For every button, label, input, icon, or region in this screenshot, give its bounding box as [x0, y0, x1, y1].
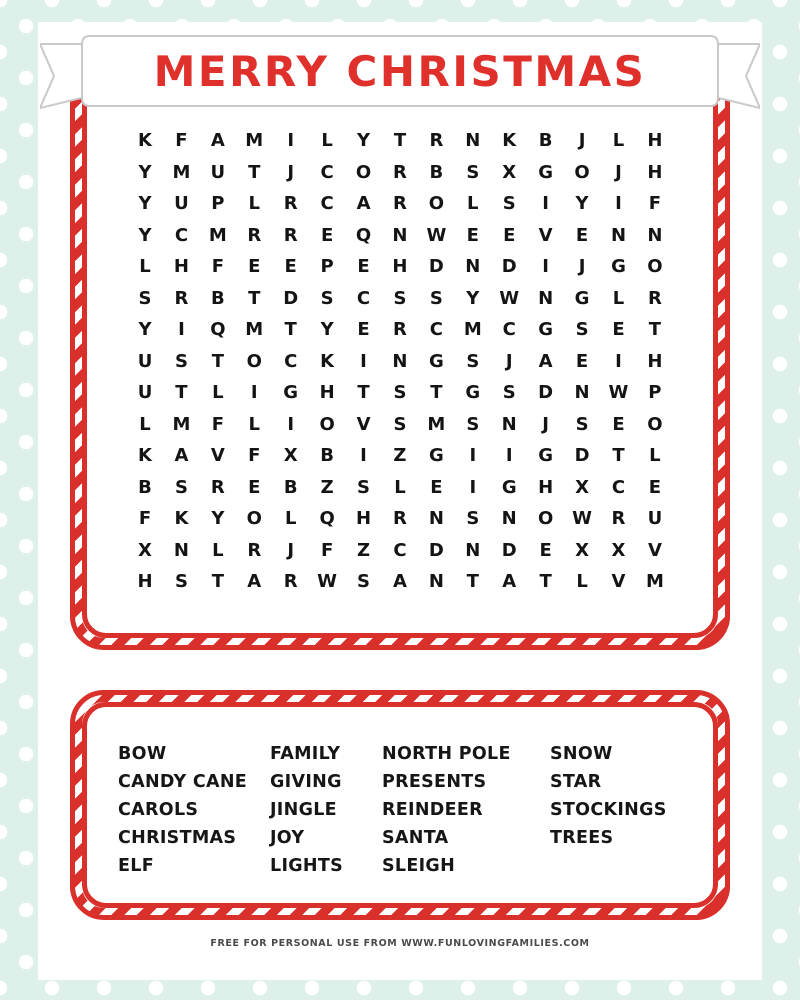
grid-cell: D	[501, 256, 517, 278]
grid-cell: J	[542, 413, 549, 435]
grid-cell: F	[211, 256, 224, 278]
grid-cell: F	[648, 193, 662, 215]
grid-cell: S	[174, 476, 188, 498]
grid-cell: G	[428, 445, 444, 467]
grid-row	[130, 283, 670, 315]
grid-cell: U	[174, 193, 189, 215]
grid-cell: D	[501, 539, 517, 561]
grid-cell: L	[139, 256, 151, 278]
grid-cell: G	[465, 382, 481, 404]
grid-cell: S	[320, 287, 334, 309]
grid-cell: M	[245, 319, 264, 341]
grid-cell: I	[287, 130, 295, 152]
grid-row	[130, 566, 670, 598]
grid-cell: Y	[575, 193, 589, 215]
word-search-grid	[130, 125, 670, 598]
word-list-item: CHRISTMAS	[118, 828, 237, 848]
grid-cell: V	[647, 539, 662, 561]
grid-cell: L	[612, 130, 625, 152]
grid-cell: U	[210, 161, 226, 183]
grid-cell: J	[615, 161, 622, 183]
grid-cell: H	[538, 476, 554, 498]
grid-cell: V	[210, 445, 225, 467]
grid-cell: R	[247, 224, 262, 246]
grid-cell: I	[542, 193, 549, 215]
grid-cell: P	[648, 382, 662, 404]
grid-cell: Y	[138, 224, 152, 246]
grid-cell: I	[615, 193, 622, 215]
grid-cell: C	[320, 193, 334, 215]
grid-cell: E	[612, 413, 625, 435]
grid-cell: Z	[320, 476, 334, 498]
grid-cell: O	[574, 161, 590, 183]
grid-cell: U	[647, 508, 663, 530]
grid-cell: N	[465, 256, 481, 278]
grid-cell: W	[499, 287, 520, 309]
word-list-item: REINDEER	[382, 800, 483, 820]
word-list-item: STOCKINGS	[550, 800, 667, 820]
grid-cell: D	[428, 256, 444, 278]
word-list-item: GIVING	[270, 772, 342, 792]
grid-cell: E	[466, 224, 479, 246]
grid-row	[130, 125, 670, 157]
grid-cell: B	[283, 476, 298, 498]
grid-cell: S	[174, 350, 188, 372]
grid-cell: L	[321, 130, 333, 152]
grid-cell: Y	[466, 287, 480, 309]
grid-cell: N	[465, 130, 481, 152]
grid-cell: B	[429, 161, 444, 183]
grid-row	[130, 535, 670, 567]
banner-title-text: MERRY CHRISTMAS	[153, 46, 647, 96]
grid-cell: N	[465, 539, 481, 561]
grid-cell: N	[574, 382, 590, 404]
grid-cell: K	[138, 130, 152, 152]
grid-cell: U	[137, 350, 153, 372]
grid-cell: N	[173, 539, 189, 561]
grid-cell: L	[284, 508, 297, 530]
word-list-item: CANDY CANE	[118, 772, 248, 792]
grid-cell: N	[647, 224, 663, 246]
word-list-column	[118, 742, 270, 878]
grid-cell: U	[137, 382, 153, 404]
word-list-item: TREES	[550, 828, 614, 848]
grid-cell: T	[612, 445, 625, 467]
grid-cell: K	[174, 508, 189, 530]
grid-cell: R	[283, 224, 298, 246]
grid-cell: R	[611, 508, 626, 530]
grid-cell: A	[356, 193, 371, 215]
grid-cell: Y	[138, 319, 152, 341]
grid-row	[130, 220, 670, 252]
grid-cell: C	[393, 539, 407, 561]
grid-cell: A	[174, 445, 189, 467]
grid-cell: J	[287, 161, 295, 183]
grid-cell: R	[647, 287, 662, 309]
grid-cell: O	[428, 193, 445, 215]
grid-cell: J	[578, 130, 586, 152]
word-list-column	[270, 742, 382, 878]
grid-cell: N	[538, 287, 554, 309]
grid-cell: I	[542, 256, 549, 278]
grid-cell: N	[428, 571, 444, 593]
grid-cell: D	[428, 539, 444, 561]
grid-cell: Y	[320, 319, 334, 341]
grid-cell: H	[355, 508, 372, 530]
grid-cell: E	[320, 224, 334, 246]
grid-cell: A	[538, 350, 553, 372]
grid-cell: L	[248, 413, 260, 435]
grid-cell: E	[248, 476, 261, 498]
grid-cell: G	[538, 161, 554, 183]
grid-cell: I	[360, 445, 367, 467]
grid-cell: C	[174, 224, 189, 246]
grid-cell: L	[212, 539, 224, 561]
grid-row	[130, 157, 670, 189]
grid-cell: Y	[357, 130, 371, 152]
grid-row	[130, 188, 670, 220]
grid-cell: A	[247, 571, 262, 593]
word-list-item: LIGHTS	[270, 856, 344, 876]
grid-cell: V	[611, 571, 626, 593]
grid-cell: B	[138, 476, 152, 498]
grid-cell: V	[538, 224, 553, 246]
grid-cell: T	[430, 382, 443, 404]
grid-cell: P	[211, 193, 225, 215]
grid-cell: L	[612, 287, 625, 309]
grid-cell: M	[645, 571, 664, 593]
grid-cell: T	[175, 382, 188, 404]
grid-cell: E	[648, 476, 662, 498]
grid-cell: R	[247, 539, 262, 561]
grid-cell: R	[210, 476, 225, 498]
grid-cell: T	[357, 382, 370, 404]
grid-cell: D	[283, 287, 299, 309]
grid-cell: C	[284, 350, 298, 372]
grid-cell: B	[320, 445, 334, 467]
grid-cell: C	[356, 287, 371, 309]
word-list-item: STAR	[550, 772, 602, 792]
word-list-item: SNOW	[550, 744, 613, 764]
grid-row	[130, 409, 670, 441]
grid-cell: T	[466, 571, 479, 593]
grid-cell: S	[466, 161, 480, 183]
grid-cell: V	[356, 413, 371, 435]
grid-cell: A	[392, 571, 407, 593]
grid-cell: Y	[138, 161, 152, 183]
grid-cell: I	[250, 382, 258, 404]
grid-cell: I	[178, 319, 185, 341]
grid-cell: C	[320, 161, 334, 183]
grid-cell: E	[539, 539, 552, 561]
grid-cell: H	[173, 256, 189, 278]
grid-cell: H	[647, 350, 663, 372]
grid-cell: H	[647, 130, 663, 152]
grid-cell: S	[393, 382, 407, 404]
grid-cell: O	[355, 161, 372, 183]
grid-cell: O	[246, 508, 262, 530]
grid-cell: K	[502, 130, 517, 152]
grid-cell: P	[320, 256, 334, 278]
grid-cell: S	[502, 193, 516, 215]
word-list-item: SLEIGH	[382, 856, 456, 876]
grid-cell: W	[608, 382, 629, 404]
grid-cell: O	[246, 350, 262, 372]
grid-cell: L	[248, 193, 260, 215]
grid-cell: B	[210, 287, 225, 309]
grid-cell: C	[429, 319, 443, 341]
grid-cell: E	[612, 319, 625, 341]
word-list-item: PRESENTS	[382, 772, 487, 792]
grid-cell: Q	[355, 224, 372, 246]
grid-cell: I	[469, 445, 477, 467]
grid-cell: M	[208, 224, 227, 246]
grid-cell: R	[393, 319, 407, 341]
grid-cell: X	[283, 445, 298, 467]
grid-cell: J	[505, 350, 513, 372]
grid-cell: I	[615, 350, 622, 372]
grid-cell: T	[393, 130, 407, 152]
grid-cell: X	[575, 476, 589, 498]
word-list-item: FAMILY	[270, 744, 341, 764]
grid-cell: Z	[393, 445, 407, 467]
grid-cell: N	[392, 224, 408, 246]
grid-cell: T	[648, 319, 662, 341]
grid-cell: K	[138, 445, 152, 467]
grid-cell: R	[429, 130, 444, 152]
grid-cell: F	[138, 508, 152, 530]
grid-cell: M	[427, 413, 446, 435]
grid-cell: D	[538, 382, 554, 404]
grid-cell: I	[505, 445, 513, 467]
grid-cell: R	[174, 287, 189, 309]
grid-cell: S	[357, 571, 371, 593]
word-list-item: JINGLE	[270, 800, 337, 820]
grid-cell: R	[393, 161, 407, 183]
grid-cell: N	[501, 413, 517, 435]
grid-cell: S	[575, 413, 589, 435]
grid-cell: T	[211, 350, 224, 372]
grid-cell: M	[245, 130, 264, 152]
grid-cell: I	[287, 413, 295, 435]
grid-cell: S	[502, 382, 516, 404]
word-list-item: BOW	[118, 744, 167, 764]
grid-cell: T	[248, 287, 261, 309]
word-list-item: CAROLS	[118, 800, 199, 820]
grid-cell: Y	[138, 193, 152, 215]
grid-cell: M	[172, 413, 191, 435]
word-list-item: JOY	[270, 828, 305, 848]
grid-row	[130, 346, 670, 378]
grid-cell: H	[137, 571, 153, 593]
grid-cell: E	[575, 224, 589, 246]
grid-cell: H	[392, 256, 408, 278]
grid-cell: W	[426, 224, 447, 246]
grid-cell: L	[394, 476, 406, 498]
word-list-item: ELF	[118, 856, 154, 876]
grid-cell: L	[212, 382, 224, 404]
grid-cell: B	[538, 130, 553, 152]
word-list-column	[382, 742, 550, 878]
grid-cell: T	[284, 319, 297, 341]
word-list-item: NORTH POLE	[382, 744, 511, 764]
grid-cell: M	[463, 319, 482, 341]
grid-row	[130, 472, 670, 504]
grid-cell: G	[538, 445, 554, 467]
grid-cell: I	[469, 476, 477, 498]
grid-cell: N	[428, 508, 444, 530]
grid-cell: H	[647, 161, 663, 183]
grid-cell: W	[572, 508, 592, 530]
grid-cell: O	[647, 413, 663, 435]
grid-cell: O	[537, 508, 554, 530]
grid-cell: F	[175, 130, 188, 152]
grid-cell: N	[501, 508, 517, 530]
grid-cell: S	[393, 413, 407, 435]
word-list	[118, 742, 688, 878]
grid-cell: M	[172, 161, 191, 183]
grid-cell: G	[611, 256, 626, 278]
grid-row	[130, 503, 670, 535]
word-list-item: SANTA	[382, 828, 449, 848]
grid-cell: E	[430, 476, 443, 498]
grid-cell: C	[611, 476, 626, 498]
grid-row	[130, 251, 670, 283]
grid-cell: H	[319, 382, 335, 404]
grid-cell: L	[467, 193, 479, 215]
grid-cell: G	[574, 287, 590, 309]
grid-cell: F	[320, 539, 334, 561]
grid-cell: W	[317, 571, 338, 593]
grid-cell: S	[575, 319, 589, 341]
grid-cell: X	[575, 539, 589, 561]
grid-cell: E	[357, 319, 370, 341]
grid-cell: E	[248, 256, 261, 278]
grid-cell: R	[393, 193, 407, 215]
grid-cell: S	[466, 350, 480, 372]
grid-cell: S	[393, 287, 407, 309]
grid-cell: F	[211, 413, 224, 435]
grid-cell: T	[539, 571, 552, 593]
grid-cell: D	[574, 445, 590, 467]
grid-cell: S	[138, 287, 152, 309]
grid-cell: G	[428, 350, 444, 372]
grid-cell: Q	[319, 508, 335, 530]
grid-cell: S	[357, 476, 371, 498]
grid-cell: A	[210, 130, 225, 152]
grid-cell: G	[283, 382, 299, 404]
grid-row	[130, 314, 670, 346]
grid-cell: T	[211, 571, 224, 593]
grid-cell: S	[429, 287, 443, 309]
grid-cell: I	[360, 350, 367, 372]
footer-credit: FREE FOR PERSONAL USE FROM WWW.FUNLOVINGFAMILIES.COM	[210, 938, 590, 949]
grid-cell: K	[320, 350, 335, 372]
title-banner	[40, 32, 760, 120]
grid-cell: R	[393, 508, 407, 530]
grid-cell: O	[647, 256, 663, 278]
grid-cell: X	[138, 539, 152, 561]
grid-row	[130, 440, 670, 472]
grid-cell: E	[284, 256, 297, 278]
grid-cell: R	[283, 571, 298, 593]
word-list-column	[550, 742, 688, 878]
grid-cell: S	[466, 413, 480, 435]
grid-cell: S	[466, 508, 480, 530]
grid-cell: N	[392, 350, 408, 372]
grid-cell: S	[174, 571, 188, 593]
grid-row	[130, 377, 670, 409]
grid-cell: L	[139, 413, 151, 435]
grid-cell: X	[502, 161, 517, 183]
grid-cell: E	[503, 224, 516, 246]
grid-cell: J	[578, 256, 586, 278]
grid-cell: Y	[211, 508, 225, 530]
grid-cell: A	[502, 571, 517, 593]
grid-cell: J	[287, 539, 295, 561]
grid-cell: X	[611, 539, 626, 561]
grid-cell: F	[248, 445, 261, 467]
grid-cell: Q	[210, 319, 226, 341]
grid-cell: C	[502, 319, 516, 341]
grid-cell: N	[610, 224, 627, 246]
grid-cell: O	[319, 413, 335, 435]
grid-cell: Z	[357, 539, 371, 561]
grid-cell: G	[501, 476, 517, 498]
grid-cell: R	[283, 193, 298, 215]
grid-cell: T	[248, 161, 261, 183]
grid-cell: L	[649, 445, 661, 467]
grid-cell: E	[575, 350, 589, 372]
grid-cell: L	[576, 571, 588, 593]
grid-cell: E	[357, 256, 370, 278]
grid-cell: G	[538, 319, 554, 341]
